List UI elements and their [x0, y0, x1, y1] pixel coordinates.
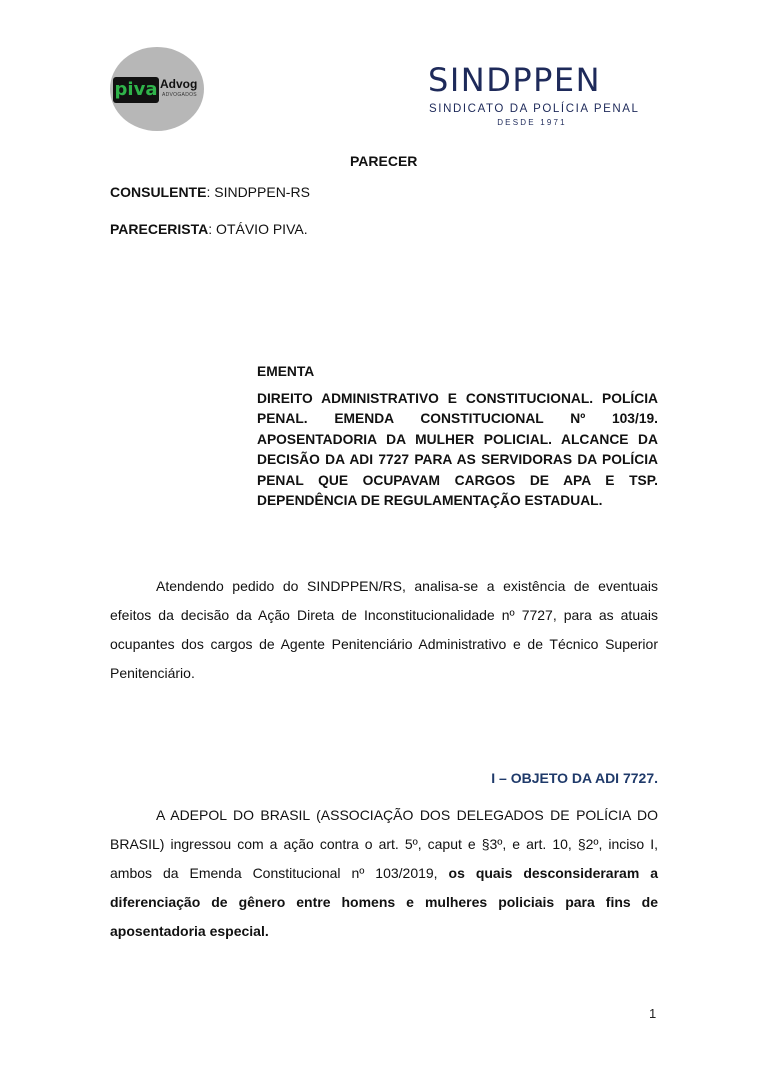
section-heading: I – OBJETO DA ADI 7727.: [491, 770, 658, 786]
ementa-title: EMENTA: [257, 364, 315, 379]
parecerista-line: [110, 219, 308, 239]
object-paragraph: [110, 801, 658, 946]
piva-logo-badge: piva: [113, 77, 159, 103]
consulente-line: [110, 182, 310, 202]
object-paragraph-bold-text: os quais desconsideraram a diferenciação de gênero entre homens e mulheres policiais para fins de aposentadoria especial.: [110, 865, 658, 939]
sindppen-logo-since: DESDE 1971: [497, 118, 567, 127]
page-number: 1: [649, 1006, 657, 1021]
parecerista-value: : OTÁVIO PIVA.: [208, 221, 308, 237]
intro-paragraph: Atendendo pedido do SINDPPEN/RS, analisa-se a existência de eventuais efeitos da decisão da Ação Direta de Inconstitucionalidade nº 7727, para as atuais ocupantes dos cargos de Agente Penitenciário Administrativo e de Técnico Superior Penitenciário.: [110, 578, 658, 681]
piva-logo-subtext: ADVOGADOS: [162, 92, 197, 98]
object-paragraph-text: A ADEPOL DO BRASIL (ASSOCIAÇÃO DOS DELEGADOS DE POLÍCIA DO BRASIL) ingressou com a ação contra o art. 5º, caput e §3º, e art. 10, §2º, inciso I, ambos da Emenda Constitucional nº 103/2019,: [110, 807, 658, 881]
consulente-value: : SINDPPEN-RS: [206, 184, 310, 200]
sindppen-logo-name: SINDPPEN: [428, 61, 602, 99]
parecerista-label: PARECERISTA: [110, 221, 209, 237]
consulente-label: CONSULENTE: [110, 184, 207, 200]
piva-logo-text: Advog: [160, 77, 198, 91]
piva-advogados-logo: [110, 47, 204, 131]
sindppen-logo: [428, 62, 638, 132]
ementa-block: [257, 362, 658, 512]
ementa-text: DIREITO ADMINISTRATIVO E CONSTITUCIONAL. POLÍCIA PENAL. EMENDA CONSTITUCIONAL Nº 103/19. APOSENTADORIA DA MULHER POLICIAL. ALCANCE DA DECISÃO DA ADI 7727 PARA AS SERVIDORAS DA POLÍCIA PENAL QUE OCUPAVAM CARGOS DE APA E TSP. DEPENDÊNCIA DE REGULAMENTAÇÃO ESTADUAL.: [257, 390, 658, 508]
sindppen-logo-subtitle: SINDICATO DA POLÍCIA PENAL: [429, 103, 640, 115]
document-title: PARECER: [350, 153, 418, 169]
